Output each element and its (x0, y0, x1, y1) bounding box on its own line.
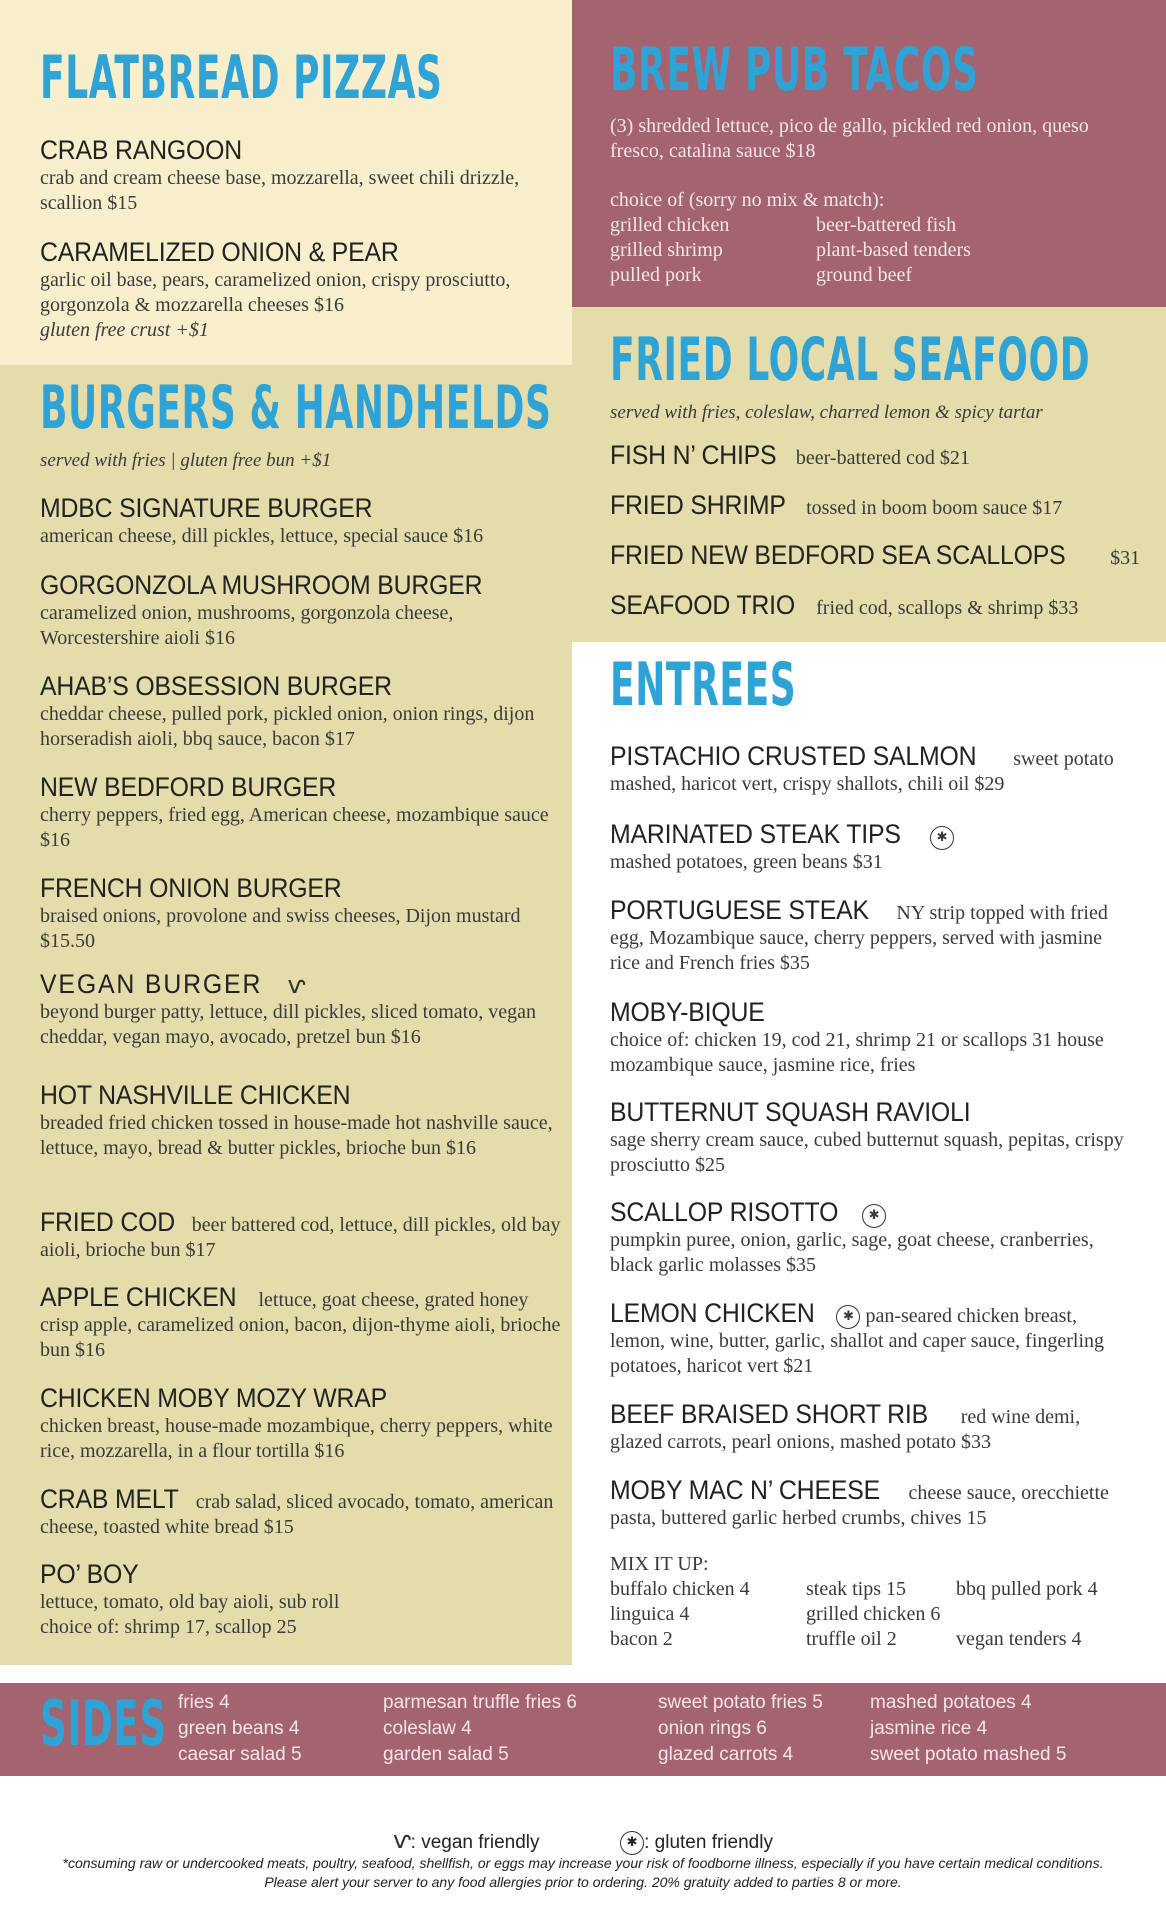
item-name: PO’ BOY (40, 1559, 139, 1589)
item-name: GORGONZOLA MUSHROOM BURGER (40, 570, 483, 600)
item-name: AHAB’S OBSESSION BURGER (40, 671, 392, 701)
side-item: glazed carrots 4 (658, 1744, 794, 1765)
side-item: green beans 4 (178, 1718, 300, 1739)
side-item: coleslaw 4 (383, 1718, 472, 1739)
side-item: onion rings 6 (658, 1718, 767, 1739)
item-desc: red wine demi, glazed carrots, pearl onions, mashed potato $33 (610, 1406, 1081, 1453)
item-note: gluten free crust +$1 (40, 319, 209, 341)
menu-item (40, 671, 570, 752)
item-name: CRAB MELT (40, 1484, 179, 1514)
menu-item (40, 969, 570, 1050)
item-name: FISH N’ CHIPS (610, 440, 777, 470)
menu-item (40, 1484, 570, 1540)
menu-item (610, 1475, 1135, 1531)
mix-item: bbq pulled pork 4 (956, 1578, 1098, 1600)
item-name: NEW BEDFORD BURGER (40, 772, 337, 802)
disclaimer: *consuming raw or undercooked meats, poultry, seafood, shellfish, or eggs may increase your risk of foodborne illness, especially if you have certain medical conditions. Please alert your server to any food allergies prior to ordering. 20% gratuity added to parties 8 or more. (62, 1855, 1104, 1890)
item-name: SCALLOP RISOTTO (610, 1197, 839, 1227)
side-item: jasmine rice 4 (870, 1718, 988, 1739)
menu-item (610, 1197, 1135, 1278)
item-desc: cheddar cheese, pulled pork, pickled onion, onion rings, dijon horseradish aioli, bbq sauce, bacon $17 (40, 703, 535, 750)
item-name: FRIED NEW BEDFORD SEA SCALLOPS (610, 540, 1066, 570)
menu-item (610, 490, 1150, 521)
item-name: BUTTERNUT SQUASH RAVIOLI (610, 1097, 971, 1127)
item-name: FRIED SHRIMP (610, 490, 786, 520)
item-name: FRENCH ONION BURGER (40, 873, 342, 903)
menu-item (610, 1097, 1135, 1178)
item-desc-2: choice of: shrimp 17, scallop 25 (40, 1616, 297, 1638)
side-item: caesar salad 5 (178, 1744, 302, 1765)
item-name: VEGAN BURGER (40, 969, 263, 999)
menu-item (40, 135, 570, 216)
sides-col-1 (178, 1690, 302, 1768)
legend-gluten: : gluten friendly (644, 1832, 773, 1853)
burgers-subtitle: served with fries | gluten free bun +$1 (40, 450, 332, 471)
item-desc: NY strip topped with fried egg, Mozambique sauce, cherry peppers, served with jasmine rice and French fries $35 (610, 902, 1108, 974)
mix-item: vegan tenders 4 (956, 1628, 1082, 1650)
menu-item (40, 1559, 570, 1640)
item-name: MOBY MAC N’ CHEESE (610, 1475, 880, 1505)
menu-item (40, 493, 570, 549)
menu-item (610, 741, 1135, 797)
menu-item (610, 590, 1150, 621)
legend (0, 1826, 1166, 1855)
taco-choice: beer-battered fish (816, 214, 957, 236)
item-desc: mashed potatoes, green beans $31 (610, 851, 883, 874)
menu-item (610, 1298, 1135, 1379)
taco-choice: pulled pork (610, 264, 702, 286)
sides-col-2 (383, 1690, 577, 1768)
item-name: CRAB RANGOON (40, 135, 243, 165)
item-desc: beyond burger patty, lettuce, dill pickles, sliced tomato, vegan cheddar, vegan mayo, avocado, pretzel bun $16 (40, 1001, 536, 1048)
item-desc: lettuce, goat cheese, grated honey crisp apple, caramelized onion, bacon, dijon-thyme aioli, brioche bun $16 (40, 1289, 561, 1361)
mix-item: linguica 4 (610, 1603, 690, 1625)
seafood-title: FRIED LOCAL SEAFOOD (610, 325, 1091, 395)
item-name: HOT NASHVILLE CHICKEN (40, 1080, 351, 1110)
menu-item (40, 570, 570, 651)
sides-col-4 (870, 1690, 1066, 1768)
sides-col-3 (658, 1690, 823, 1768)
item-name: FRIED COD (40, 1207, 175, 1237)
sprout-icon: ⱱ (393, 1826, 411, 1854)
tacos-title: BREW PUB TACOS (610, 35, 979, 105)
item-desc: crab salad, sliced avocado, tomato, american cheese, toasted white bread $15 (40, 1491, 554, 1538)
item-name: CARAMELIZED ONION & PEAR (40, 237, 399, 267)
taco-choice: ground beef (816, 264, 913, 286)
tacos-choice-label: choice of (sorry no mix & match): (610, 189, 885, 211)
item-name: PISTACHIO CRUSTED SALMON (610, 741, 977, 771)
item-name: MARINATED STEAK TIPS (610, 819, 901, 849)
item-desc: sage sherry cream sauce, cubed butternut squash, pepitas, crispy prosciutto $25 (610, 1129, 1124, 1176)
taco-choice: grilled shrimp (610, 239, 723, 261)
menu-item (40, 873, 570, 954)
flatbread-title: FLATBREAD PIZZAS (40, 43, 443, 113)
item-name: LEMON CHICKEN (610, 1298, 815, 1328)
menu-item (40, 1383, 570, 1464)
item-desc: beer-battered cod $21 (795, 447, 970, 469)
mix-item (956, 1602, 1156, 1627)
side-item: sweet potato mashed 5 (870, 1744, 1067, 1765)
seafood-subtitle: served with fries, coleslaw, charred lemon & spicy tartar (610, 402, 1043, 423)
sides-title: SIDES (40, 1687, 167, 1760)
menu-item (610, 819, 1135, 875)
item-desc: sweet potato mashed, haricot vert, crispy shallots, chili oil $29 (610, 748, 1114, 795)
legend-vegan: : vegan friendly (410, 1832, 540, 1853)
menu-item (40, 1207, 570, 1263)
item-desc: breaded fried chicken tossed in house-made hot nashville sauce, lettuce, mayo, bread & butter pickles, brioche bun $16 (40, 1112, 553, 1159)
wheat-icon: ✱ (862, 1204, 886, 1228)
menu-item (40, 237, 570, 343)
wheat-icon: ✱ (620, 1831, 644, 1855)
item-name: SEAFOOD TRIO (610, 590, 796, 620)
side-item: sweet potato fries 5 (658, 1692, 823, 1713)
item-desc: choice of: chicken 19, cod 21, shrimp 21 or scallops 31 house mozambique sauce, jasmine rice, fries (610, 1029, 1104, 1076)
item-desc: fried cod, scallops & shrimp $33 (816, 597, 1079, 619)
item-name: APPLE CHICKEN (40, 1282, 237, 1312)
menu-item (610, 540, 1150, 571)
menu-item (610, 440, 1150, 471)
mix-item: truffle oil 2 (806, 1628, 897, 1650)
menu-item (610, 1399, 1135, 1455)
item-desc: chicken breast, house-made mozambique, cherry peppers, white rice, mozzarella, in a flour tortilla $16 (40, 1415, 553, 1462)
menu-item (40, 772, 570, 853)
item-desc: crab and cream cheese base, mozzarella, sweet chili drizzle, scallion $15 (40, 167, 520, 214)
item-desc: cherry peppers, fried egg, American cheese, mozambique sauce $16 (40, 804, 549, 851)
wheat-icon: ✱ (836, 1305, 860, 1329)
taco-choice: plant-based tenders (816, 239, 971, 261)
sprout-icon: ⱱ (287, 971, 306, 999)
mix-item: buffalo chicken 4 (610, 1578, 750, 1600)
tacos-choices (610, 213, 1066, 288)
item-desc: tossed in boom boom sauce $17 (806, 497, 1063, 519)
item-name: BEEF BRAISED SHORT RIB (610, 1399, 929, 1429)
mix-item: steak tips 15 (806, 1578, 906, 1600)
menu-item (40, 1282, 570, 1363)
menu-item (40, 1080, 570, 1161)
tacos-desc: (3) shredded lettuce, pico de gallo, pickled red onion, queso fresco, catalina sauce $18 (610, 115, 1089, 162)
item-desc: $31 (1110, 547, 1141, 569)
item-desc: caramelized onion, mushrooms, gorgonzola cheese, Worcestershire aioli $16 (40, 602, 454, 649)
item-desc: american cheese, dill pickles, lettuce, special sauce $16 (40, 525, 484, 547)
item-name: PORTUGUESE STEAK (610, 895, 869, 925)
item-desc: beer battered cod, lettuce, dill pickles, old bay aioli, brioche bun $17 (40, 1214, 561, 1261)
item-name: MDBC SIGNATURE BURGER (40, 493, 373, 523)
mix-grid (610, 1577, 1156, 1652)
side-item: fries 4 (178, 1692, 230, 1713)
item-desc: cheese sauce, orecchiette pasta, buttered garlic herbed crumbs, chives 15 (610, 1482, 1109, 1529)
mix-item: bacon 2 (610, 1628, 673, 1650)
item-desc: pumpkin puree, onion, garlic, sage, goat cheese, cranberries, black garlic molasses $35 (610, 1229, 1094, 1277)
item-desc: lettuce, tomato, old bay aioli, sub roll (40, 1591, 340, 1613)
item-desc: garlic oil base, pears, caramelized onion, crispy prosciutto, gorgonzola & mozzarella cheeses $16 (40, 269, 511, 316)
menu-item (610, 997, 1135, 1078)
burgers-title: BURGERS & HANDHELDS (40, 373, 552, 443)
wheat-icon: ✱ (930, 826, 954, 850)
side-item: parmesan truffle fries 6 (383, 1692, 577, 1713)
menu-item (610, 895, 1135, 976)
entrees-title: ENTREES (610, 650, 797, 720)
mix-item: grilled chicken 6 (806, 1603, 941, 1625)
side-item: mashed potatoes 4 (870, 1692, 1032, 1713)
mix-label: MIX IT UP: (610, 1553, 709, 1575)
side-item: garden salad 5 (383, 1744, 509, 1765)
taco-choice: grilled chicken (610, 214, 730, 236)
item-desc: pan-seared chicken breast, lemon, wine, butter, garlic, shallot and caper sauce, fingerling potatoes, haricot vert $21 (610, 1305, 1105, 1378)
item-name: MOBY-BIQUE (610, 997, 765, 1027)
item-name: CHICKEN MOBY MOZY WRAP (40, 1383, 387, 1413)
item-desc: braised onions, provolone and swiss cheeses, Dijon mustard $15.50 (40, 905, 521, 952)
